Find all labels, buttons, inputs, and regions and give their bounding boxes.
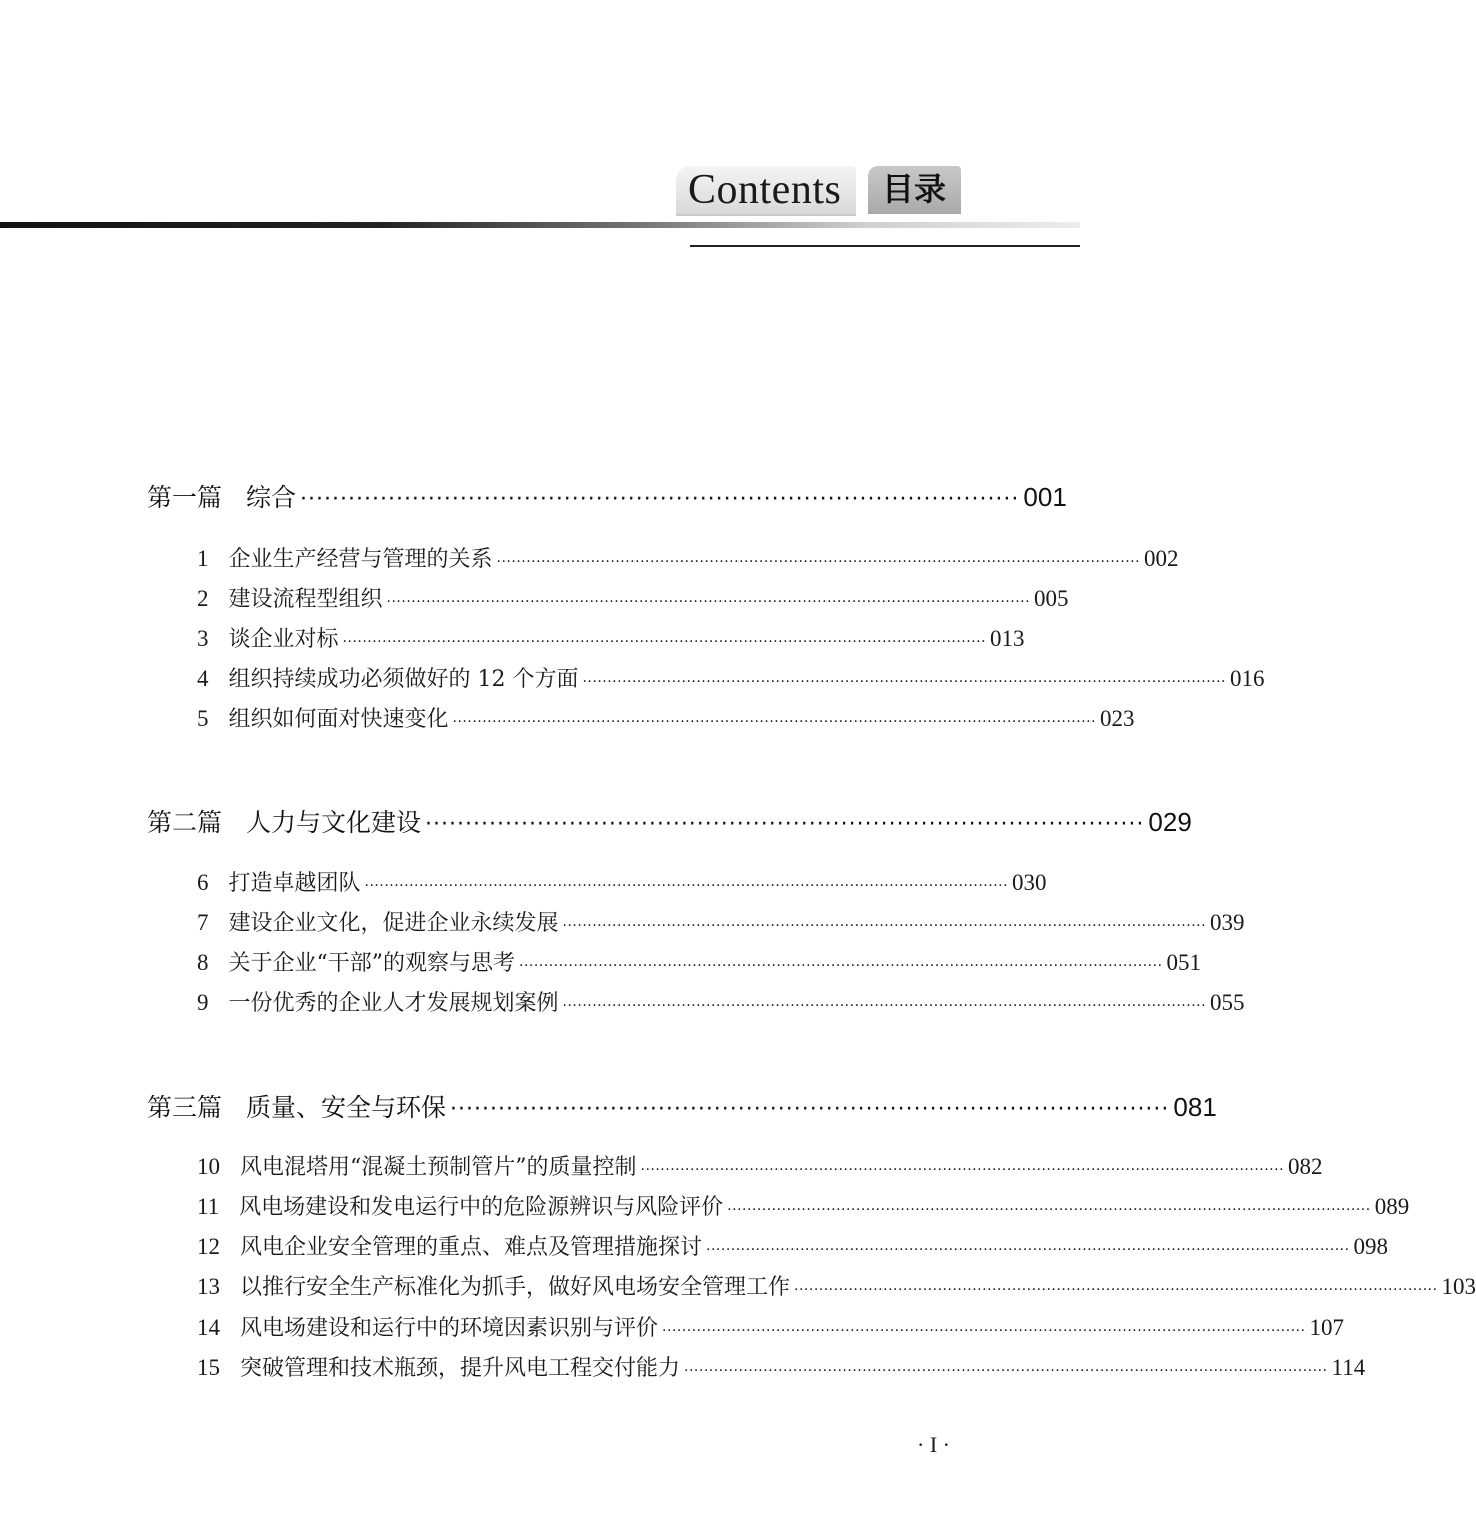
header-rule [0,222,1080,228]
dot-leader: ·································································································································· [706,1242,1350,1258]
dot-leader: ·························································································· [450,1097,1170,1122]
dot-leader: ·································································································································· [727,1202,1371,1218]
dot-leader: ·································································································································· [582,674,1227,690]
part-title: 质量、安全与环保 [246,1093,447,1122]
part-label: 第三篇 [147,1093,223,1122]
chapter-title: 风电场建设和发电运行中的危险源辨识与风险评价 [239,1195,724,1220]
toc-part-2[interactable] [147,803,1192,839]
chapter-number: 2 [197,586,209,611]
chapter-number: 15 [197,1355,220,1380]
toc-chapter-5[interactable] [197,702,1135,733]
toc-chapter-10[interactable] [197,1150,1323,1181]
part-label: 第一篇 [147,483,223,512]
chapter-page: 023 [1100,706,1135,731]
chapter-number: 13 [197,1274,220,1299]
chapter-title: 以推行安全生产标准化为抓手，做好风电场安全管理工作 [240,1275,791,1300]
toc-chapter-12[interactable] [197,1230,1389,1261]
chapter-page: 098 [1353,1234,1389,1259]
dot-leader: ·································································································································· [794,1282,1438,1298]
dot-leader: ·························································································· [425,812,1145,837]
chapter-number: 11 [197,1194,220,1219]
toc-chapter-4[interactable] [197,662,1265,693]
header-rule-thin [690,245,1080,247]
chapter-number: 1 [197,546,209,571]
chapter-page: 107 [1309,1315,1345,1340]
contents-heading: Contents [688,167,842,213]
chapter-number: 6 [197,870,209,895]
chapter-page: 089 [1374,1194,1410,1219]
dot-leader: ·································································································································· [496,554,1141,570]
chapter-page: 016 [1230,666,1265,691]
chapter-page: 002 [1144,546,1179,571]
page-number: · I · [917,1432,950,1457]
toc-chapter-3[interactable] [197,622,1025,653]
chapter-page: 103 [1441,1274,1476,1299]
dot-leader: ·································································································································· [562,918,1207,934]
toc-chapter-14[interactable] [197,1311,1345,1342]
chapter-number: 3 [197,626,209,651]
toc-chapter-13[interactable] [197,1270,1476,1301]
mulu-heading: 目录 [882,170,947,208]
part-page: 029 [1148,807,1192,837]
chapter-title: 建设企业文化，促进企业永续发展 [228,911,559,936]
toc-chapter-1[interactable] [197,542,1179,573]
part-title: 人力与文化建设 [246,808,422,837]
chapter-number: 12 [197,1234,220,1259]
toc-chapter-11[interactable] [197,1190,1410,1221]
chapter-title: 突破管理和技术瓶颈，提升风电工程交付能力 [240,1356,681,1381]
toc-chapter-7[interactable] [197,906,1245,937]
toc-chapter-2[interactable] [197,582,1069,613]
dot-leader: ·································································································································· [640,1162,1285,1178]
chapter-page: 114 [1331,1355,1366,1380]
chapter-number: 5 [197,706,209,731]
chapter-page: 030 [1012,870,1047,895]
chapter-page: 013 [990,626,1025,651]
chapter-title: 风电企业安全管理的重点、难点及管理措施探讨 [240,1235,703,1260]
dot-leader: ·································································································································· [662,1323,1306,1339]
toc-chapter-8[interactable] [197,946,1202,977]
chapter-page: 055 [1210,990,1245,1015]
dot-leader: ·································································································································· [342,634,987,650]
dot-leader: ·································································································································· [519,958,1163,974]
toc-part-1[interactable] [147,478,1067,514]
chapter-number: 14 [197,1315,220,1340]
chapter-title: 风电混塔用“混凝土预制管片”的质量控制 [240,1155,637,1180]
chapter-title: 关于企业“干部”的观察与思考 [228,951,515,976]
dot-leader: ·································································································································· [452,714,1097,730]
chapter-page: 051 [1166,950,1202,975]
chapter-page: 082 [1288,1154,1323,1179]
chapter-number: 10 [197,1154,220,1179]
part-page: 001 [1023,482,1067,512]
chapter-title: 企业生产经营与管理的关系 [228,547,493,572]
toc-part-3[interactable] [147,1088,1217,1124]
chapter-title: 建设流程型组织 [228,587,383,612]
toc-chapter-9[interactable] [197,986,1245,1017]
toc-chapter-6[interactable] [197,866,1047,897]
dot-leader: ·································································································································· [562,998,1207,1014]
dot-leader: ·································································································································· [386,594,1031,610]
chapter-title: 组织如何面对快速变化 [228,707,449,732]
dot-leader: ·································································································································· [364,878,1009,894]
chapter-title: 打造卓越团队 [228,871,361,896]
chapter-title: 风电场建设和运行中的环境因素识别与评价 [240,1316,659,1341]
dot-leader: ·································································································································· [684,1363,1328,1379]
chapter-title: 谈企业对标 [228,627,339,652]
chapter-number: 7 [197,910,209,935]
chapter-page: 005 [1034,586,1069,611]
chapter-title: 一份优秀的企业人才发展规划案例 [228,991,559,1016]
dot-leader: ·························································································· [300,487,1020,512]
chapter-number: 4 [197,666,209,691]
chapter-title: 组织持续成功必须做好的 12 个方面 [228,667,579,692]
chapter-number: 9 [197,990,209,1015]
chapter-number: 8 [197,950,209,975]
chapter-page: 039 [1210,910,1245,935]
part-label: 第二篇 [147,808,223,837]
part-title: 综合 [246,483,297,512]
part-page: 081 [1173,1092,1217,1122]
toc-chapter-15[interactable] [197,1351,1366,1382]
